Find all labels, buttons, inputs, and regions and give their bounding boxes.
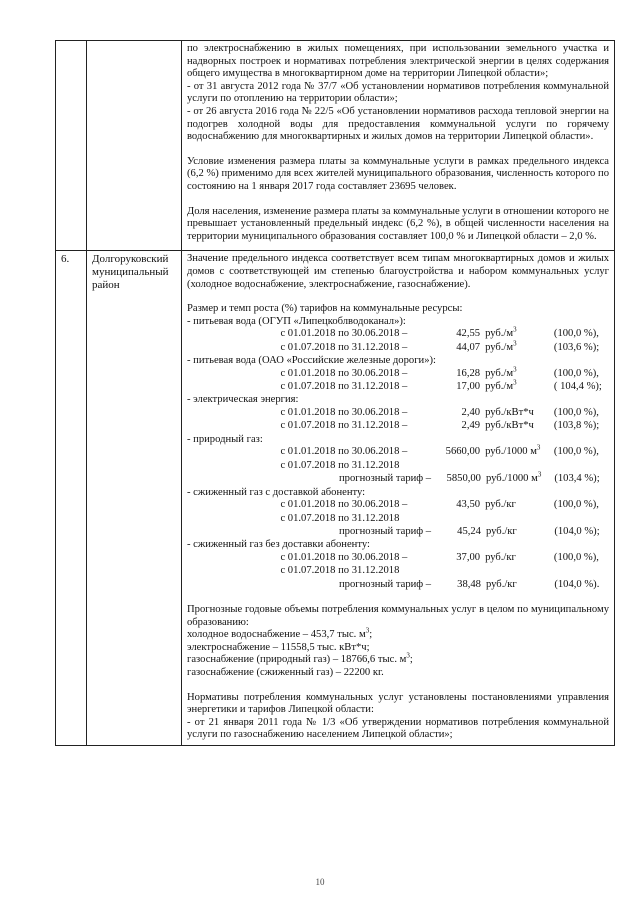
tariff-period: с 01.07.2018 по 31.12.2018 – <box>280 381 408 393</box>
tariff-period: с 01.01.2018 по 30.06.2018 – <box>280 446 408 458</box>
tariff-value: 37,00 <box>456 551 481 563</box>
tariff-period: прогнозный тариф – <box>339 473 432 485</box>
tariff-period: с 01.01.2018 по 30.06.2018 – <box>280 328 408 340</box>
page-number: 10 <box>315 877 325 887</box>
tariff-unit: руб./кг <box>485 525 517 537</box>
row-number-cell <box>56 41 87 251</box>
unit-superscript: 3 <box>513 365 517 374</box>
tariff-line <box>187 513 609 526</box>
norms-heading: Нормативы потребления коммунальных услуг установлены постановлениями управления энергетики и тарифов Липецкой области: <box>187 691 609 716</box>
unit-superscript: 3 <box>537 470 542 479</box>
unit-superscript: 3 <box>513 325 517 334</box>
tariff-line <box>187 378 609 394</box>
table-row-continuation <box>56 41 615 251</box>
paragraph: Доля населения, изменение размера платы за коммунальные услуги в отношении которого не превышает установленный предельный индекс (6,2 %), в общей численности населения на территории муниципального образования составляет 100,0 % и Липецкой области – 2,0 %. <box>187 205 610 242</box>
tariff-value: 38,48 <box>457 578 481 590</box>
tariff-title: - питьевая вода (ОАО «Российские железные дороги»): <box>187 355 436 367</box>
municipal-table <box>55 40 615 746</box>
tariff-growth: (100,0 %), <box>553 446 599 458</box>
municipality-name: Долгоруковский муниципальный район <box>87 251 182 746</box>
tariff-unit: $руб./м^3$ <box>485 339 517 353</box>
tariff-growth: (104,0 %). <box>554 578 600 590</box>
tariff-unit: руб./кг <box>485 578 517 590</box>
tariff-growth: (100,0 %), <box>553 328 599 340</box>
tariff-unit: руб./кг <box>485 551 516 563</box>
tariff-growth: (103,8 %); <box>553 420 600 432</box>
tariff-period: прогнозный тариф – <box>339 578 432 590</box>
row-text-cell <box>182 41 615 251</box>
tariff-unit: $руб./м^3$ <box>485 378 517 393</box>
tariff-list <box>187 316 609 592</box>
volume-line: электроснабжение – 11558,5 тыс. кВт*ч; <box>187 641 370 653</box>
row-name-cell <box>87 41 182 251</box>
paragraph: - от 26 августа 2016 года № 22/5 «Об установлении нормативов расхода тепловой энергии на подогрев холодной воды для предоставления коммунальной услуги по горячему водоснабжению для многоквартирных и жилых домов на территории Липецкой области». <box>187 105 609 143</box>
tariff-line <box>187 470 609 486</box>
unit-superscript: 3 <box>406 651 410 660</box>
tariff-growth: (104,0 %); <box>554 525 600 537</box>
tariff-line <box>187 339 609 355</box>
tariff-value: 44,07 <box>456 341 481 353</box>
unit-superscript: 3 <box>513 339 517 348</box>
tariff-value: 16,28 <box>456 367 481 379</box>
tariff-value: 42,55 <box>456 328 481 340</box>
tariff-period: с 01.01.2018 по 30.06.2018 – <box>280 499 408 511</box>
tariff-growth: (103,6 %); <box>553 341 600 353</box>
tariff-growth: (100,0 %), <box>553 551 599 563</box>
tariff-title: - электрическая энергия: <box>187 394 299 406</box>
volume-line: газоснабжение (сжиженный газ) – 22200 кг. <box>187 667 384 679</box>
tariff-unit: руб./кг <box>485 499 516 511</box>
tariff-period: с 01.07.2018 по 31.12.2018 <box>280 459 400 471</box>
volume-list <box>187 626 609 679</box>
tariff-title: - сжиженный газ с доставкой абоненту: <box>187 486 366 498</box>
tariff-period: с 01.07.2018 по 31.12.2018 <box>280 512 400 524</box>
norms-item: - от 21 января 2011 года № 1/3 «Об утверждении нормативов потребления коммунальной услуги по газоснабжению населением Липецкой области»; <box>187 716 609 741</box>
volume-line: газоснабжение (природный газ) – 18766,6 тыс. $м^3$; <box>187 651 413 666</box>
paragraph: по электроснабжению в жилых помещениях, при использовании земельного участка и надворных построек и нормативах потребления электрической энергии в целях содержания общего имущества в многоквартирном доме на территории Липецкой области»; <box>187 43 609 80</box>
tariff-title: - питьевая вода (ОГУП «Липецкоблводоканал»): <box>187 315 406 327</box>
tariff-line <box>187 552 609 565</box>
tariff-line <box>187 420 609 433</box>
tariff-value: 43,50 <box>456 499 481 511</box>
tariff-growth: ( 104,4 %); <box>553 381 602 393</box>
tariff-period: прогнозный тариф – <box>339 525 432 537</box>
tariff-unit: руб./1000 $м^3$ <box>485 443 541 458</box>
tariff-period: с 01.01.2018 по 30.06.2018 – <box>280 551 408 563</box>
paragraph: Значение предельного индекса соответствует всем типам многоквартирных домов и жилых домов с соответствующей им степенью благоустройства и набором коммунальных услуг (холодное водоснабжение, электроснабжение, газоснабжение). <box>187 253 609 290</box>
tariff-line <box>187 526 609 539</box>
tariff-period: с 01.07.2018 по 31.12.2018 – <box>280 420 408 432</box>
tariff-title: - сжиженный газ без доставки абоненту: <box>187 539 370 551</box>
tariff-line <box>187 443 609 459</box>
volumes-heading: Прогнозные годовые объемы потребления коммунальных услуг в целом по муниципальному образованию: <box>187 604 609 628</box>
tariff-line <box>187 460 609 473</box>
tariff-value: 5660,00 <box>445 446 481 458</box>
tariff-line <box>187 579 609 592</box>
tariff-unit: руб./1000 $м^3$ <box>485 470 542 485</box>
paragraph: Условие изменения размера платы за коммунальные услуги в рамках предельного индекса (6,2 %) применимо для всех жителей муниципального образования, численность которого по состоянию на 1 января 2017 года составляет 23695 человек. <box>187 155 609 192</box>
tariff-line <box>187 407 609 420</box>
unit-superscript: 3 <box>536 443 541 452</box>
tariff-growth: (100,0 %), <box>553 407 599 419</box>
tariff-growth: (100,0 %), <box>553 367 599 379</box>
paragraph: - от 31 августа 2012 года № 37/7 «Об установлении нормативов потребления коммунальной услуги по отоплению на территории области»; <box>187 80 609 105</box>
row-text-cell <box>182 251 615 746</box>
tariff-value: 2,40 <box>461 407 481 419</box>
unit-superscript: 3 <box>365 626 370 635</box>
tariff-heading: Размер и темп роста (%) тарифов на коммунальные ресурсы: <box>187 303 463 315</box>
tariff-line <box>187 565 609 578</box>
tariff-value: 5850,00 <box>446 473 481 485</box>
volume-line: холодное водоснабжение – 453,7 тыс. $м^3$; <box>187 626 373 641</box>
table-row-6 <box>56 251 615 746</box>
tariff-line <box>187 325 609 341</box>
tariff-unit: руб./кВт*ч <box>485 420 534 432</box>
tariff-period: с 01.07.2018 по 31.12.2018 <box>280 565 400 577</box>
tariff-value: 2,49 <box>461 420 481 432</box>
tariff-title: - природный газ: <box>187 433 263 445</box>
tariff-unit: $руб./м^3$ <box>485 325 517 340</box>
tariff-value: 17,00 <box>456 381 481 393</box>
tariff-line <box>187 365 609 381</box>
tariff-period: с 01.01.2018 по 30.06.2018 – <box>280 367 408 379</box>
tariff-growth: (100,0 %), <box>553 499 599 511</box>
tariff-unit: руб./кВт*ч <box>485 407 534 419</box>
tariff-period: с 01.01.2018 по 30.06.2018 – <box>280 407 408 419</box>
tariff-growth: (103,4 %); <box>554 473 600 485</box>
tariff-unit: $руб./м^3$ <box>485 365 517 379</box>
row-number: 6. <box>56 251 87 746</box>
unit-superscript: 3 <box>513 378 517 387</box>
tariff-period: с 01.07.2018 по 31.12.2018 – <box>280 341 408 353</box>
tariff-value: 45,24 <box>457 525 481 537</box>
tariff-line <box>187 499 609 512</box>
